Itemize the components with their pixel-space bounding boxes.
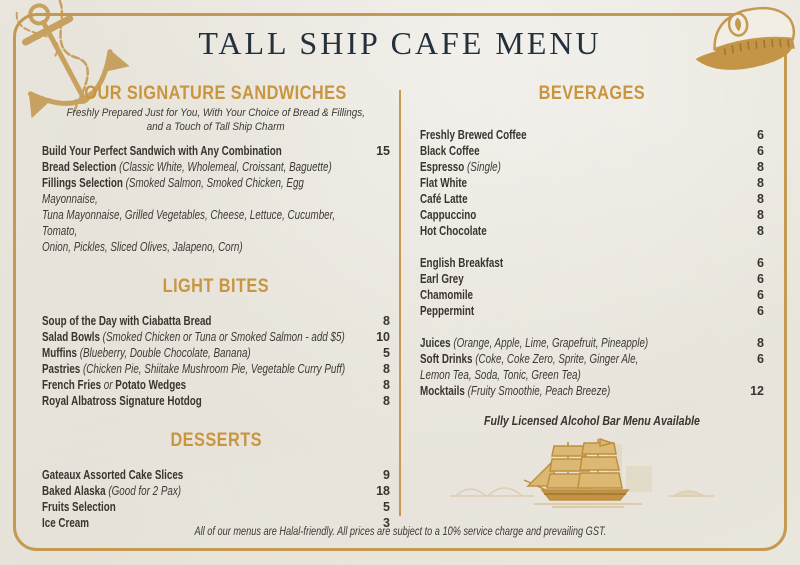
section-title-text: DESSERTS [170,430,262,451]
section-subtitle [42,107,390,134]
menu-item-segment: (Orange, Apple, Lime, Grapefruit, Pineapple) [453,336,649,350]
menu-item-segment: Black Coffee [420,144,480,158]
menu-item-text [420,175,764,191]
menu-item-segment: Mocktails [420,384,468,398]
menu-item-text [420,271,764,287]
menu-item-segment: (Chicken Pie, Shiitake Mushroom Pie, Vegetable Curry Puff) [83,362,346,376]
menu-item [42,499,390,515]
menu-item-segment: English Breakfast [420,256,504,270]
menu-item-text [420,287,764,303]
item-group [420,335,764,399]
menu-item [420,287,764,303]
item-price: 5 [383,500,390,514]
menu-item [420,351,764,383]
menu-item-segment: Café Latte [420,192,468,206]
section-title [42,431,390,450]
menu-item [42,159,390,175]
menu-item-text [42,467,390,483]
item-price: 8 [757,192,764,206]
menu-item-segment: Hot Chocolate [420,224,487,238]
section-beverages [420,84,764,399]
menu-item-segment: Freshly Brewed Coffee [420,128,527,142]
menu-item [42,175,390,255]
item-price: 8 [383,378,390,392]
page-title: TALL SHIP CAFE MENU [198,25,602,61]
menu-item-segment: Espresso [420,160,468,174]
item-price: 10 [376,330,390,344]
item-price: 8 [757,336,764,350]
item-price: 6 [757,144,764,158]
item-price: 8 [757,176,764,190]
menu-item [42,329,390,345]
section-subtitle-line [42,107,390,121]
menu-item [42,377,390,393]
menu-item-segment: (Fruity Smoothie, Peach Breeze) [467,384,611,398]
menu-item [420,383,764,399]
item-price: 6 [757,128,764,142]
alcohol-bar-note: Fully Licensed Alcohol Bar Menu Available [484,414,700,428]
menu-item-segment: (Smoked Chicken or Tuna or Smoked Salmon - add $5) [102,330,345,344]
section-title-text: LIGHT BITES [162,276,270,297]
item-price: 6 [757,304,764,318]
item-price: 8 [383,314,390,328]
menu-item-text [42,393,390,409]
menu-item-text [420,191,764,207]
menu-item-segment: Salad Bowls [42,330,103,344]
menu-item-segment: French Fries [42,378,104,392]
item-price: 5 [383,346,390,360]
item-price: 6 [757,352,764,366]
menu-item-text [420,351,764,383]
section-items [420,127,764,399]
section-title [42,84,390,103]
column-divider [399,90,401,516]
section-subtitle-line [42,121,390,135]
menu-item [420,159,764,175]
menu-item-text [42,483,390,499]
menu-item-segment: Build Your Perfect Sandwich with Any Combination [42,144,282,158]
item-price: 8 [383,394,390,408]
menu-item-text [42,361,390,377]
menu-item-segment: (Single) [467,160,501,174]
item-price: 18 [376,484,390,498]
menu-item-segment: Soup of the Day with Ciabatta Bread [42,314,212,328]
item-price: 3 [383,516,390,530]
menu-item-segment: or [103,378,113,392]
item-group [42,143,390,255]
left-column [42,84,390,531]
section-items [42,467,390,531]
menu-item [420,191,764,207]
menu-item-segment: Ice Cream [42,516,90,530]
item-group [42,467,390,531]
menu-item [42,483,390,499]
item-group [420,255,764,319]
menu-item-segment: Lemon Tea, Soda, Tonic, Green Tea) [420,368,581,382]
section-title [420,84,764,103]
menu-item-segment: Gateaux Assorted Cake Slices [42,468,184,482]
menu-item [420,255,764,271]
menu-item-segment: Soft Drinks [420,352,476,366]
section-signature-sandwiches [42,84,390,255]
menu-item-text [420,127,764,143]
menu-item-segment: Tuna Mayonnaise, Grilled Vegetables, Cheese, Lettuce, Cucumber, Tomato, [42,208,336,238]
menu-item [42,393,390,409]
item-price: 9 [383,468,390,482]
menu-item [420,271,764,287]
menu-item-text [42,143,390,159]
menu-item-segment: Cappuccino [420,208,477,222]
menu-item-segment: Baked Alaska [42,484,109,498]
menu-item-text [420,223,764,239]
menu-item-text [42,159,390,175]
menu-item-text [42,499,390,515]
section-subtitle-text: and a Touch of Tall Ship Charm [147,120,285,133]
menu-item [420,207,764,223]
menu-item-segment: (Smoked Salmon, Smoked Chicken, Egg Mayonnaise, [42,176,304,206]
right-column [420,84,764,515]
menu-item-segment: Chamomile [420,288,474,302]
section-title-text: OUR SIGNATURE SANDWICHES [84,83,348,104]
item-price: 8 [757,224,764,238]
footer-note: All of our menus are Halal-friendly. All prices are subject to a 10% service charge and prevailing GST. [194,526,606,538]
section-desserts [42,431,390,531]
menu-item-segment: (Coke, Coke Zero, Sprite, Ginger Ale, [475,352,639,366]
item-price: 8 [383,362,390,376]
menu-item-segment: Fillings Selection [42,176,126,190]
section-light-bites [42,277,390,409]
menu-item-text [420,207,764,223]
menu-item-text [420,383,764,399]
menu-item-text [420,335,764,351]
menu-item-text [42,313,390,329]
menu-item-segment: Fruits Selection [42,500,116,514]
menu-item [420,175,764,191]
menu-item-text [420,143,764,159]
section-title [42,277,390,296]
menu-item [420,303,764,319]
section-items [42,143,390,255]
section-items [42,313,390,409]
menu-item-segment: Royal Albatross Signature Hotdog [42,394,202,408]
menu-item-segment: Bread Selection [42,160,120,174]
menu-item [42,143,390,159]
menu-item-segment: Onion, Pickles, Sliced Olives, Jalapeno, Corn) [42,240,243,254]
menu-item [42,313,390,329]
item-price: 6 [757,272,764,286]
menu-item-segment: Flat White [420,176,467,190]
menu-item [420,335,764,351]
item-price: 12 [750,384,764,398]
menu-item-segment: Peppermint [420,304,475,318]
menu-item-segment: Juices [420,336,454,350]
item-price: 8 [757,160,764,174]
menu-item-text [420,159,764,175]
item-price: 15 [376,144,390,158]
menu-item-segment: (Classic White, Wholemeal, Croissant, Baguette) [119,160,332,174]
menu-item [42,467,390,483]
menu-item-segment: Pastries [42,362,84,376]
menu-item-segment: Earl Grey [420,272,464,286]
item-price: 6 [757,256,764,270]
menu-item [42,361,390,377]
item-price: 6 [757,288,764,302]
menu-item-text [420,255,764,271]
menu-item-text [42,345,390,361]
menu-item [420,127,764,143]
menu-item-segment: (Good for 2 Pax) [108,484,182,498]
menu-item-text [42,377,390,393]
menu-item-text [42,175,390,255]
menu-item-text [42,329,390,345]
menu-item-segment: (Blueberry, Double Chocolate, Banana) [79,346,251,360]
item-group [42,313,390,409]
menu-item-segment: Muffins [42,346,80,360]
ship-illustration-wrap [420,436,764,515]
tall-ship-icon [442,436,742,510]
section-subtitle-text: Freshly Prepared Just for You, With Your Choice of Bread & Fillings, [66,107,366,119]
menu-item [420,223,764,239]
menu-item-segment: Potato Wedges [112,378,187,392]
item-group [420,127,764,239]
menu-item-text [420,303,764,319]
item-price: 8 [757,208,764,222]
menu-item [420,143,764,159]
menu-item [42,345,390,361]
section-title-text: BEVERAGES [538,83,646,104]
